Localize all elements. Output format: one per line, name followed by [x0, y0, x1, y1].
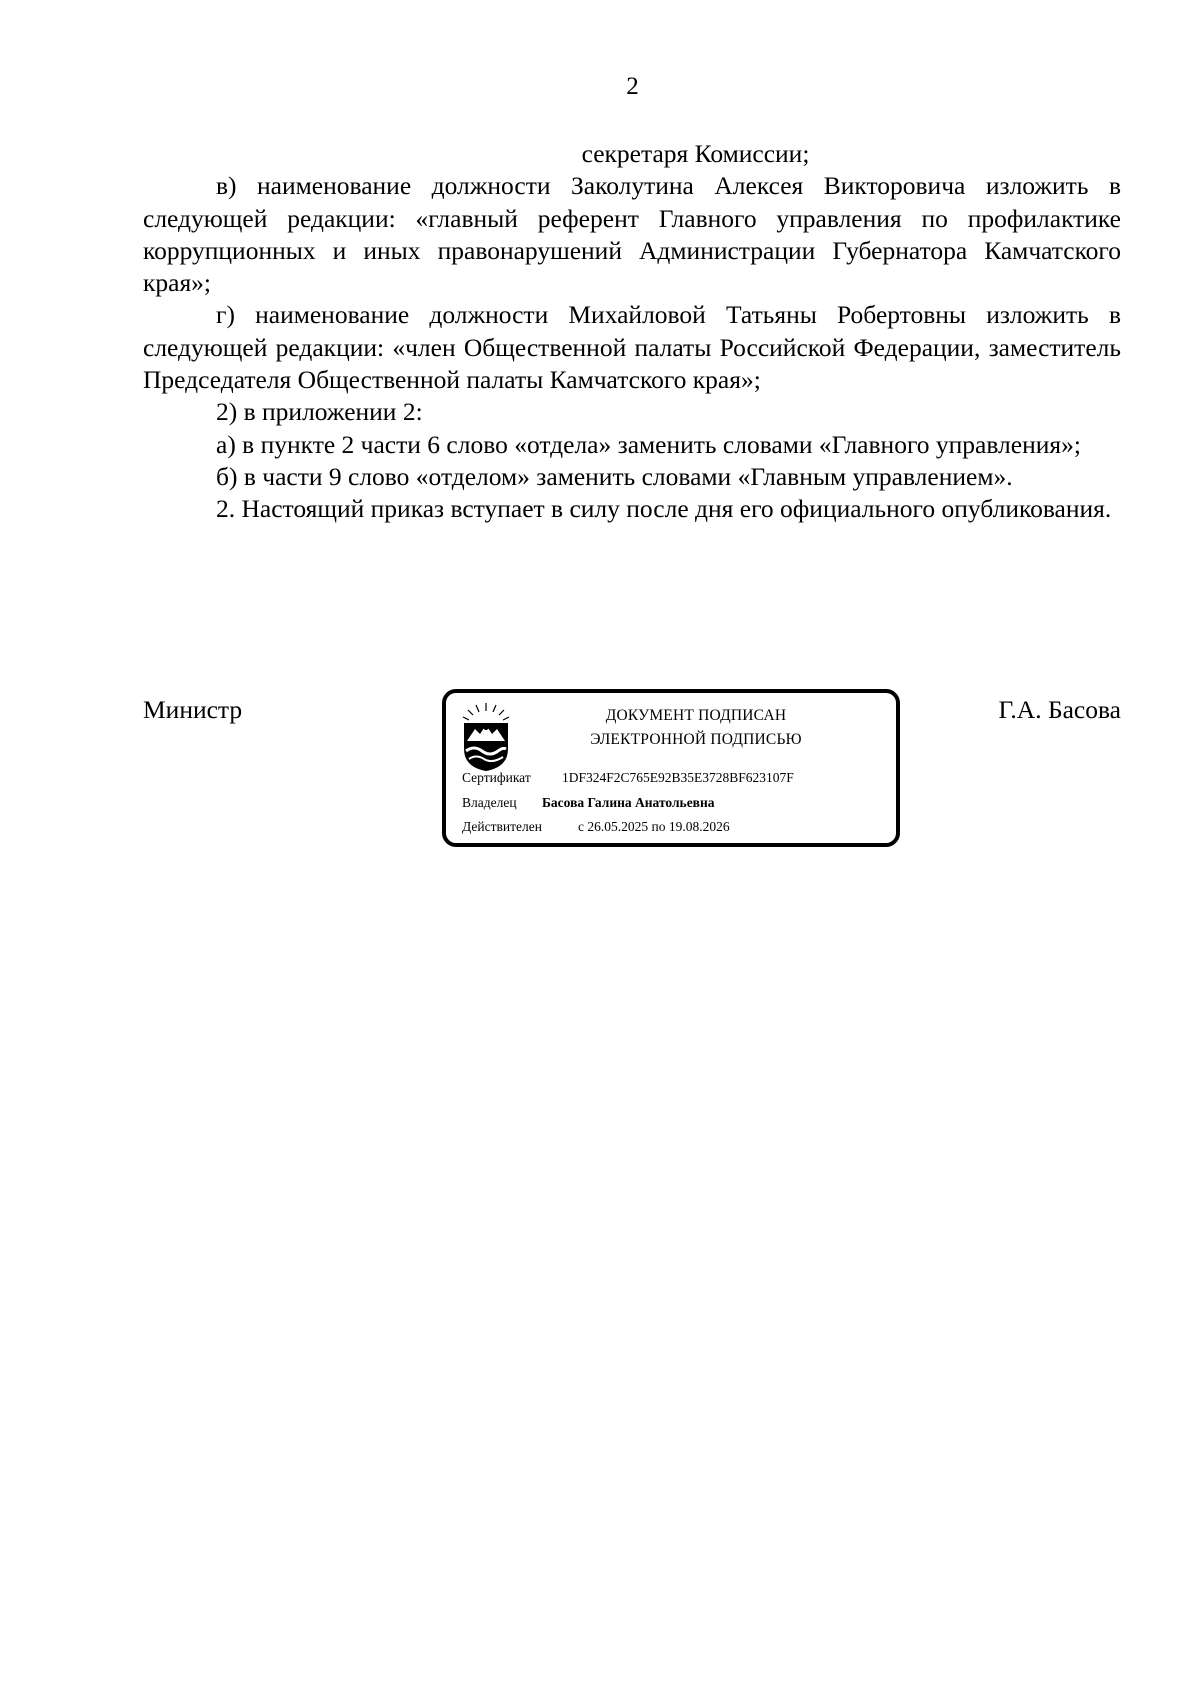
- stamp-header-line-1: ДОКУМЕНТ ПОДПИСАН: [605, 707, 787, 724]
- paragraph-item-b: б) в части 9 слово «отделом» заменить словами «Главным управлением».: [216, 461, 1013, 491]
- stamp-validity-row: [462, 818, 730, 836]
- signer-name: Г.А. Басова: [998, 695, 1121, 724]
- owner-label: Владелец: [462, 795, 517, 810]
- stamp-certificate-row: [462, 769, 794, 787]
- stamp-header: [526, 704, 866, 752]
- paragraph-item-a: а) в пункте 2 части 6 слово «отдела» заменить словами «Главного управления»;: [216, 429, 1081, 459]
- certificate-label: Сертификат: [462, 770, 531, 785]
- signer-title: Министр: [143, 695, 243, 724]
- valid-label: Действителен: [462, 819, 542, 834]
- paragraph-item-g: г) наименование должности Михайловой Татьяны Робертовны изложить в следующей редакции: «член Общественной палаты Российской Федерации, заместитель Председателя Общественной палаты Камчатского края»;: [143, 300, 1121, 395]
- paragraph-appendix-2: 2) в приложении 2:: [216, 397, 423, 427]
- paragraph-effective-date: 2. Настоящий приказ вступает в силу после дня его официального опубликования.: [216, 494, 1112, 524]
- valid-value: с 26.05.2025 по 19.08.2026: [578, 819, 730, 834]
- paragraph-secretary: секретаря Комиссии;: [581, 139, 810, 168]
- owner-value: Басова Галина Анатольевна: [542, 795, 715, 810]
- page-number: 2: [626, 73, 639, 100]
- stamp-header-line-2: ЭЛЕКТРОННОЙ ПОДПИСЬЮ: [590, 731, 802, 748]
- paragraph-item-v: в) наименование должности Заколутина Алексея Викторовича изложить в следующей редакции: «главный референт Главного управления по профилактике коррупционных и иных правонарушений Администрации Губернатора Камчатского края»;: [143, 171, 1121, 298]
- kamchatka-coat-of-arms-icon: [460, 701, 512, 773]
- stamp-owner-row: [462, 794, 715, 812]
- electronic-signature-stamp: [442, 689, 900, 847]
- document-body: [143, 138, 1121, 526]
- certificate-value: 1DF324F2C765E92B35E3728BF623107F: [562, 770, 794, 785]
